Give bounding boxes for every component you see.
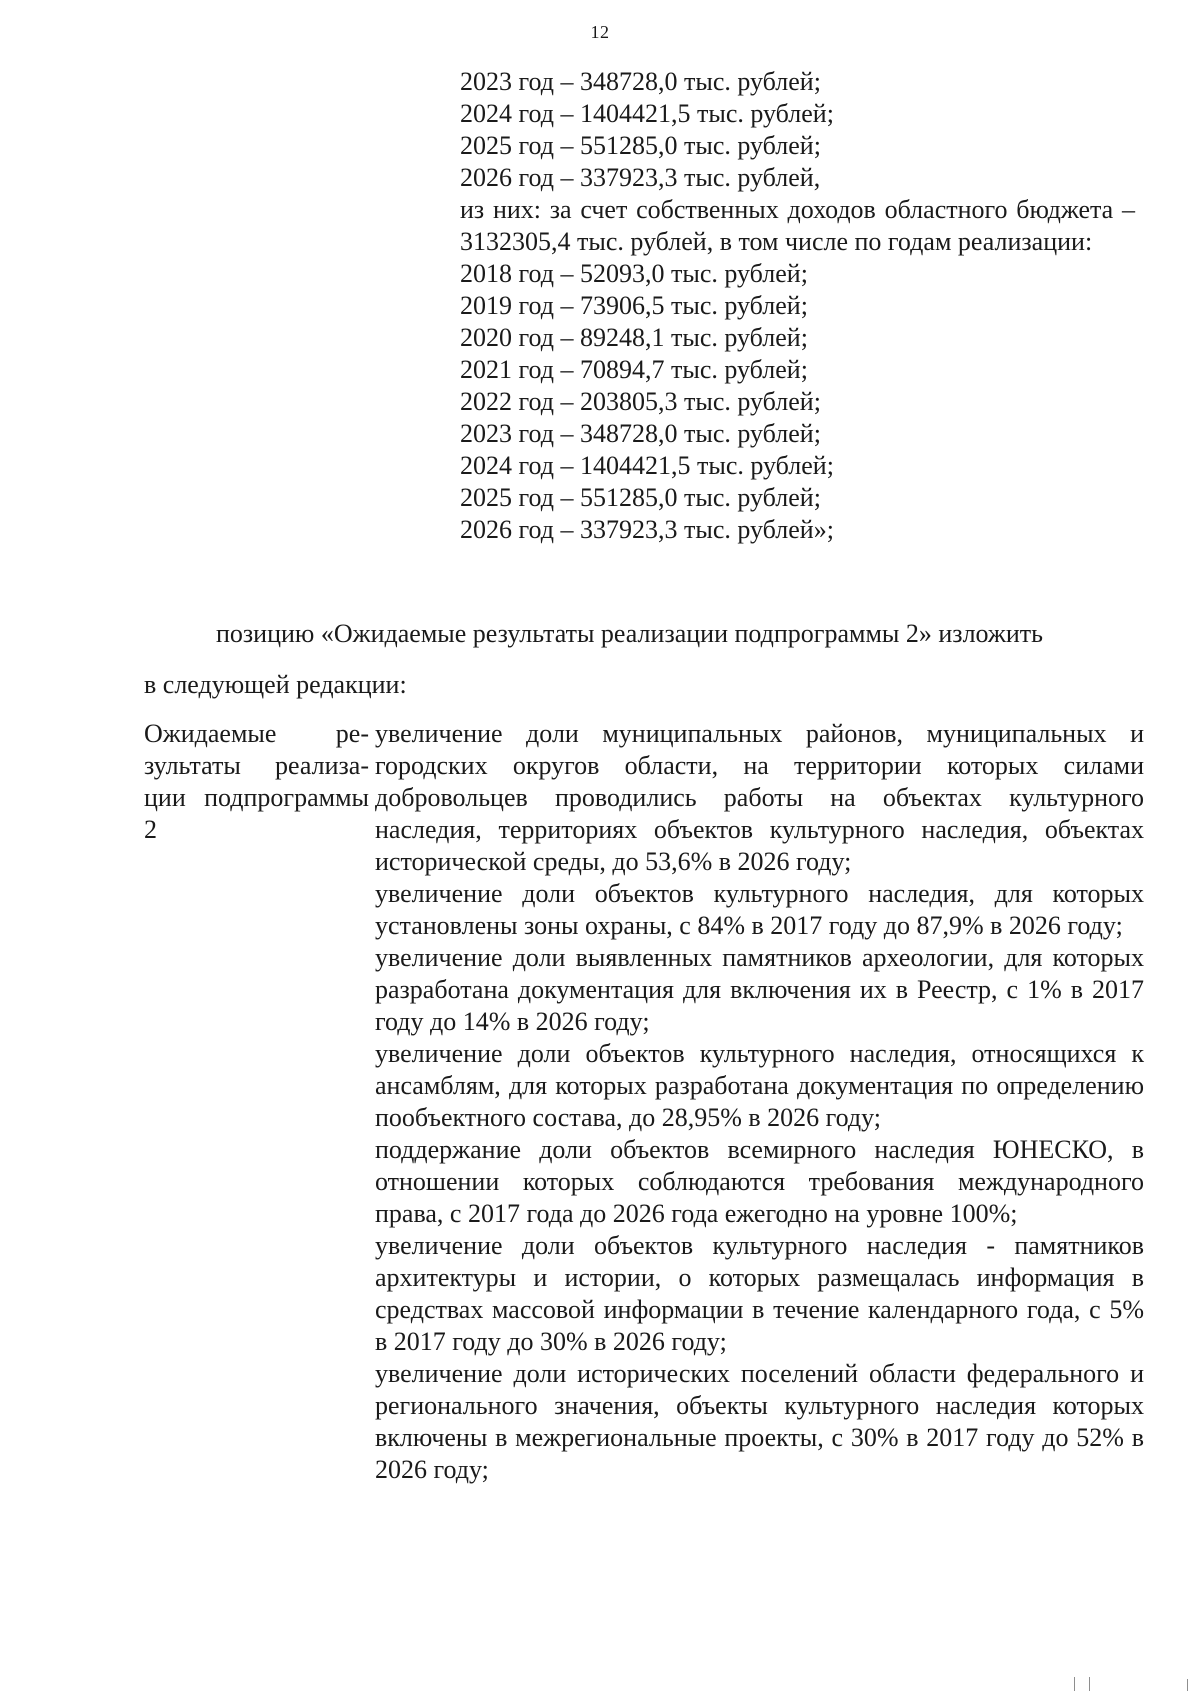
own-income-line: 2026 год – 337923,3 тыс. рублей»; bbox=[460, 515, 834, 544]
result-item: увеличение доли выявленных памятников археологии, для которых разработана документация для включения их в Реестр, с 1% в 2017 году до 14% в 2026 году; bbox=[375, 943, 1144, 1036]
own-income-paragraph: из них: за счет собственных доходов областного бюджета – 3132305,4 тыс. рублей, в том числе по годам реализации: bbox=[460, 195, 1135, 256]
funding-line: 2025 год – 551285,0 тыс. рублей; bbox=[460, 131, 821, 160]
own-income-line: 2020 год – 89248,1 тыс. рублей; bbox=[460, 323, 808, 352]
result-item: увеличение доли объектов культурного наследия, для которых установлены зоны охраны, с 84% в 2017 году до 87,9% в 2026 году; bbox=[375, 879, 1144, 940]
intro-line-2: в следующей редакции: bbox=[144, 670, 407, 699]
own-income-line: 2022 год – 203805,3 тыс. рублей; bbox=[460, 387, 821, 416]
own-income-line: 2018 год – 52093,0 тыс. рублей; bbox=[460, 259, 808, 288]
intro-line-1: позицию «Ожидаемые результаты реализации подпрограммы 2» изложить bbox=[216, 619, 1043, 648]
scan-mark bbox=[1187, 1679, 1188, 1691]
result-item: поддержание доли объектов всемирного наследия ЮНЕСКО, в отношении которых соблюдаются требования международного права, с 2017 года до 2026 года ежегодно на уровне 100%; bbox=[375, 1135, 1144, 1228]
intro-paragraph bbox=[144, 618, 1134, 701]
expected-results-label: Ожидаемые результаты реализации подпрограммы 2 bbox=[144, 719, 369, 844]
own-income-line: 2023 год – 348728,0 тыс. рублей; bbox=[460, 419, 821, 448]
result-item: увеличение доли исторических поселений области федерального и регионального значения, объекты культурного наследия которых включены в межрегиональные проекты, с 30% в 2017 году до 52% в 2026 году; bbox=[375, 1359, 1144, 1484]
funding-line: 2023 год – 348728,0 тыс. рублей; bbox=[460, 67, 821, 96]
expected-results-list bbox=[369, 718, 1144, 1486]
expected-results-row bbox=[144, 718, 1144, 1486]
funding-line: 2026 год – 337923,3 тыс. рублей, bbox=[460, 163, 821, 192]
funding-block bbox=[460, 66, 1135, 546]
page-number: 12 bbox=[590, 22, 610, 42]
own-income-line: 2019 год – 73906,5 тыс. рублей; bbox=[460, 291, 808, 320]
result-item: увеличение доли объектов культурного наследия, относящихся к ансамблям, для которых разработана документация по определению пообъектного состава, до 28,95% в 2026 году; bbox=[375, 1039, 1144, 1132]
scan-mark bbox=[1074, 1677, 1090, 1691]
own-income-line: 2025 год – 551285,0 тыс. рублей; bbox=[460, 483, 821, 512]
result-item: увеличение доли объектов культурного наследия - памятников архитектуры и истории, о которых размещалась информация в средствах массовой информации в течение календарного года, с 5% в 2017 году до 30% в 2026 году; bbox=[375, 1231, 1144, 1356]
own-income-line: 2021 год – 70894,7 тыс. рублей; bbox=[460, 355, 808, 384]
result-item: увеличение доли муниципальных районов, муниципальных и городских округов области, на территории которых силами добровольцев проводились работы на объектах культурного наследия, территориях объектов культурного наследия, объектах исторической среды, до 53,6% в 2026 году; bbox=[375, 719, 1144, 876]
own-income-line: 2024 год – 1404421,5 тыс. рублей; bbox=[460, 451, 834, 480]
funding-line: 2024 год – 1404421,5 тыс. рублей; bbox=[460, 99, 834, 128]
